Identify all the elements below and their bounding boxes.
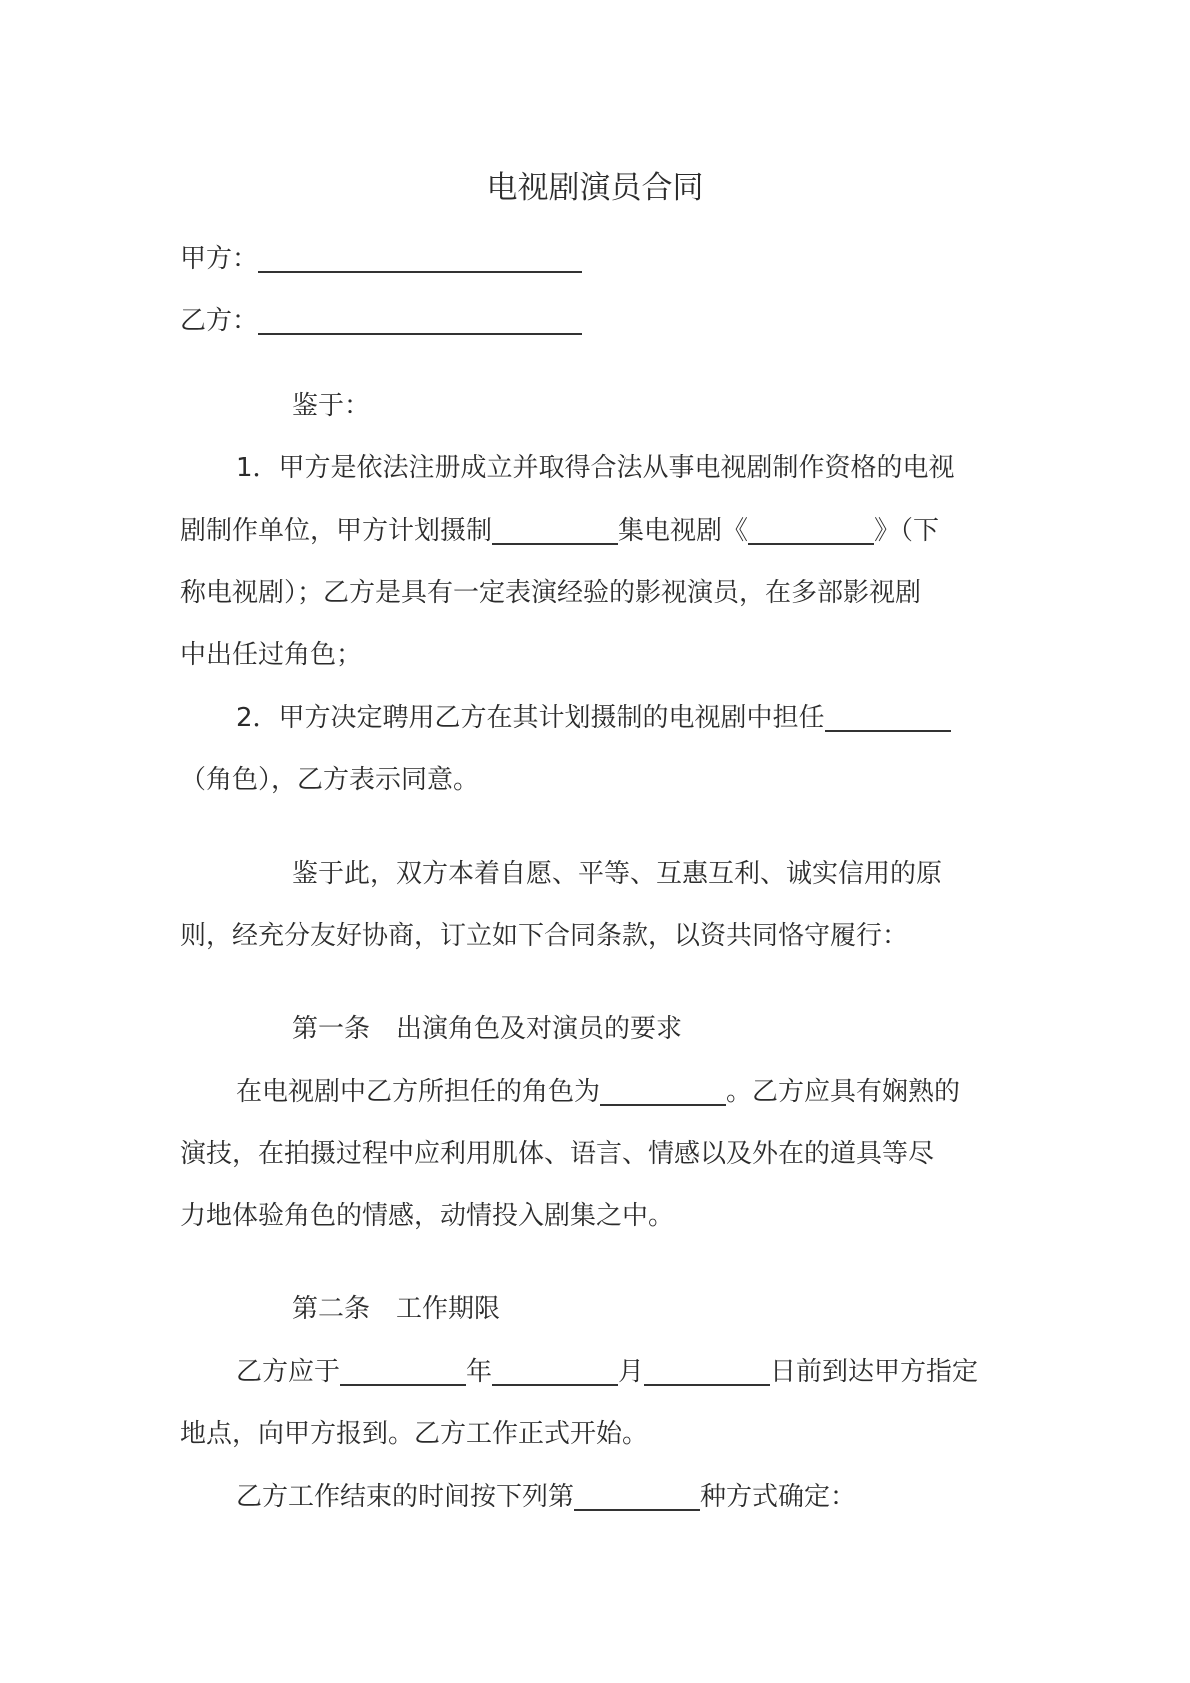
paragraph-3-line-2: 则，经充分友好协商，订立如下合同条款，以资共同恪守履行： [180,921,909,951]
year-blank[interactable] [340,1356,466,1386]
a2-text-f: 种方式确定： [700,1482,857,1512]
p1-text-c: 》（下 [874,516,940,546]
month-blank[interactable] [492,1356,618,1386]
document-title: 电视剧演员合同 [486,170,704,206]
party-b-label: 乙方： [180,306,259,336]
party-b-blank[interactable] [258,305,582,335]
article-1-line-3: 力地体验角色的情感，动情投入剧集之中。 [180,1201,675,1231]
party-a-blank[interactable] [258,243,582,273]
article-1-line-2: 演技，在拍摄过程中应利用肌体、语言、情感以及外在的道具等尽 [180,1139,935,1169]
a2-text-a: 乙方应于 [236,1357,341,1387]
day-blank[interactable] [644,1356,770,1386]
paragraph-1-line-4: 中出任过角色； [180,640,363,670]
p2-text-a: 2．甲方决定聘用乙方在其计划摄制的电视剧中担任 [236,703,825,733]
article-2-line-1 [236,1355,978,1389]
party-a-label: 甲方： [180,244,259,274]
article-2-heading: 第二条 工作期限 [292,1294,501,1324]
paragraph-2-line-1 [236,701,951,735]
article-2-line-3 [236,1480,856,1514]
a1-text-b: 。乙方应具有娴熟的 [726,1077,961,1107]
a1-text-a: 在电视剧中乙方所担任的角色为 [236,1077,601,1107]
a2-text-c: 月 [618,1357,645,1387]
party-b-line [180,304,582,338]
episode-count-blank[interactable] [492,515,618,545]
article-1-heading: 第一条 出演角色及对演员的要求 [292,1014,683,1044]
paragraph-2-line-2: （角色），乙方表示同意。 [180,765,480,795]
a2-text-b: 年 [466,1357,493,1387]
a2-text-e: 乙方工作结束的时间按下列第 [236,1482,575,1512]
p1-text-b: 集电视剧《 [618,516,749,546]
whereas-heading: 鉴于： [292,391,371,421]
paragraph-1-line-1: 1．甲方是依法注册成立并取得合法从事电视剧制作资格的电视 [236,453,955,483]
method-number-blank[interactable] [574,1481,700,1511]
series-title-blank[interactable] [748,515,874,545]
article-1-line-1 [236,1075,960,1109]
paragraph-3-line-1: 鉴于此，双方本着自愿、平等、互惠互利、诚实信用的原 [292,859,943,889]
a2-text-d: 日前到达甲方指定 [770,1357,979,1387]
party-a-line [180,242,582,276]
role-blank-1[interactable] [825,702,951,732]
paragraph-1-line-3: 称电视剧）；乙方是具有一定表演经验的影视演员，在多部影视剧 [180,578,922,608]
article-2-line-2: 地点，向甲方报到。乙方工作正式开始。 [180,1419,649,1449]
role-blank-2[interactable] [600,1076,726,1106]
p1-text-a: 剧制作单位，甲方计划摄制 [180,516,493,546]
paragraph-1-line-2 [180,514,939,548]
